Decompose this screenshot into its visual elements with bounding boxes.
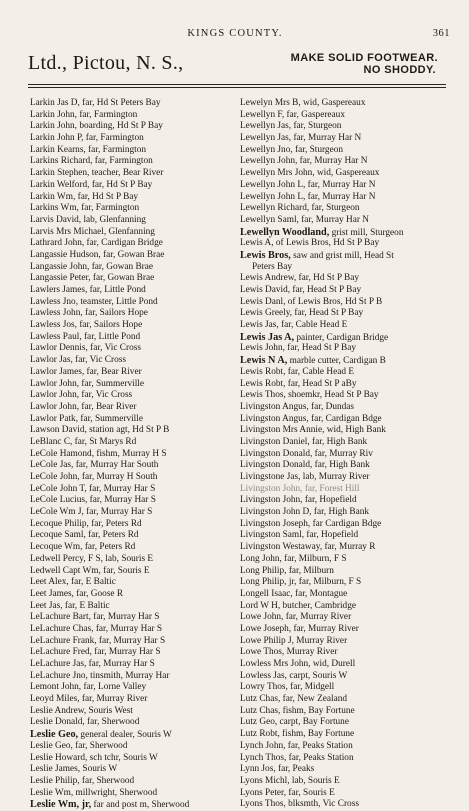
directory-entry [240,507,452,519]
directory-entry [30,285,240,297]
entry-text: Lecoque Philip, far, Peters Rd [30,518,142,529]
directory-entry [240,706,452,718]
entry-text: Leet Alex, far, E Baltic [30,577,116,588]
entry-text: LeBlanc C, far, St Marys Rd [30,436,137,447]
directory-entry [30,566,240,578]
directory-entry [30,414,240,426]
slogan-line-1: MAKE SOLID FOOTWEAR. [290,52,438,64]
directory-entry [30,425,240,437]
entry-text: Livingston John D, far, High Bank [240,507,369,518]
directory-entry [240,449,452,461]
entry-text: Leslie Wm, millwright, Sherwood [30,787,158,798]
banner-firm-text: Ltd., Pictou, N. S., [28,52,184,74]
entry-text: LeCole Hamond, fishm, Murray H S [30,448,167,459]
directory-entry [240,192,452,204]
directory-entry [30,542,240,554]
directory-entry [30,402,240,414]
header-rule [28,84,446,85]
directory-entry [240,577,452,589]
entry-text: Livingston Saml, far, Hopefield [240,530,359,541]
advertisement-banner [28,52,446,86]
entry-text: Lynch Thos, far, Peaks Station [240,752,354,763]
directory-entry [240,694,452,706]
entry-text: LeCole John T, far, Murray Har S [30,483,156,494]
directory-entry [240,671,452,683]
directory-entry [30,355,240,367]
directory-entry [240,519,452,531]
directory-entry [240,717,452,729]
directory-entry [240,262,452,274]
entry-text: Larkin Wm, far, Hd St P Bay [30,191,139,202]
directory-entry [240,379,452,391]
entry-text: Livingston Donald, far, High Bank [240,460,370,471]
entry-text: Lawless Jno, teamster, Little Pond [30,296,158,307]
directory-entry [30,460,240,472]
entry-text: Livingston Donald, far, Murray Riv [240,448,373,459]
directory-entry [30,636,240,648]
entry-text: marble cutter, Cardigan B [287,356,386,367]
entry-text: LeLachure Jno, tinsmith, Murray Har [30,670,170,681]
directory-entry [240,273,452,285]
directory-entry [30,192,240,204]
directory-entry [240,343,452,355]
directory-entry [240,355,452,367]
entry-text: Lutz Robt, fishm, Bay Fortune [240,729,355,740]
entry-text: Livingston Angus, far, Cardigan Bdge [240,413,382,424]
directory-entry [240,484,452,496]
directory-entry [240,554,452,566]
directory-entry [30,379,240,391]
entry-business-name: Lewellyn Woodland, [240,226,330,238]
directory-entry [30,320,240,332]
directory-entry [30,367,240,379]
entry-text: Lawlor John, far, Vic Cross [30,390,133,401]
entry-text: LeLachure Jas, far, Murray Har S [30,659,155,669]
entry-text: Lawlor John, far, Summerville [30,378,145,389]
directory-entry [240,332,452,344]
header-rule-double [28,87,446,88]
directory-entry [240,472,452,484]
directory-entry [30,589,240,601]
entry-text: Lawless Jos, far, Sailors Hope [30,320,143,331]
directory-entry [30,343,240,355]
directory-entry [30,507,240,519]
directory-entry [240,788,452,800]
entry-text: Lawlor Patk, far, Summerville [30,413,143,424]
entry-text: Larkin John P, far, Farmington [30,133,144,144]
entry-text: LeCole Lucius, far, Murray Har S [30,495,156,506]
directory-entry [30,297,240,309]
entry-text: Lewis Jas, far, Cable Head E [240,320,348,331]
entry-text: Lynn Jos, far, Peaks [240,764,315,775]
entry-text: Larkin John, boarding, Hd St P Bay [30,121,163,132]
entry-text: Leslie Howard, sch tchr, Souris W [30,752,158,763]
entry-text: Larkins Wm, far, Farmington [30,203,140,214]
page-title: KINGS COUNTY. [187,28,283,39]
directory-entry [240,764,452,776]
directory-entry [30,624,240,636]
entry-text: Langassie Peter, far, Gowan Brae [30,273,155,284]
entry-text: Peters Bay [252,261,293,272]
slogan-line-2: NO SHODDY. [363,64,436,76]
entry-text: painter, Cardigan Bridge [294,332,389,343]
entry-text: Livingston Joseph, far Cardigan Bdge [240,518,382,529]
directory-entry [240,530,452,542]
directory-entry [30,764,240,776]
entry-text: Lawlor James, far, Bear River [30,366,142,377]
entry-text: Livingston John, far, Hopefield [240,495,357,506]
entry-business-name: Lewis N A, [240,355,288,367]
directory-entry [240,682,452,694]
directory-entry [240,367,452,379]
entry-text: Lewis John, far, Head St P Bay [240,343,356,354]
page-number: 361 [432,28,450,39]
directory-entry [240,121,452,133]
directory-entry [30,577,240,589]
directory-entry [240,390,452,402]
directory-entry [30,110,240,122]
directory-entry [240,799,452,811]
directory-entry [240,250,452,262]
directory-entry [240,659,452,671]
directory-entry [240,215,452,227]
entry-text: Leslie Andrew, Souris West [30,705,133,716]
entry-text: Leoyd Miles, far, Murray River [30,694,148,705]
entry-text: Lewis Greely, far, Head St P Bay [240,308,364,319]
directory-entry [240,460,452,472]
directory-entry [30,601,240,613]
entry-business-name: Lewis Bros, [240,249,291,261]
entry-text: Larkin Stephen, teacher, Bear River [30,168,164,179]
directory-entry [240,753,452,765]
entry-text: Lecoque Saml, far, Peters Rd [30,530,139,541]
directory-entry [30,659,240,671]
directory-entry [240,542,452,554]
directory-entry [240,402,452,414]
entry-text: Lewellyn Jno, far, Sturgeon [240,144,343,155]
entry-text: Long John, far, Milburn, F S [240,553,347,564]
entry-text: Lecoque Wm, far, Peters Rd [30,542,136,553]
directory-entry [240,612,452,624]
entry-text: Lewellyn Jas, far, Murray Har N [240,133,362,144]
directory-entry [240,425,452,437]
entry-text: Lewellyn Richard, far, Sturgeon [240,203,360,214]
entry-text: Lowe Joseph, far, Murray River [240,623,359,634]
entry-text: Leslie Philip, far, Sherwood [30,775,135,786]
entry-text: Lewellyn John, far, Murray Har N [240,156,368,167]
entry-text: Lewellyn Jas, far, Sturgeon [240,121,342,132]
directory-entry [30,215,240,227]
entry-text: Lowe John, far, Murray River [240,612,352,623]
entry-text: Livingston Angus, far, Dundas [240,401,355,412]
directory-entry [30,647,240,659]
entry-text: Lawless John, far, Sailors Hope [30,308,148,319]
entry-text: Langassie Hudson, far, Gowan Brae [30,249,165,260]
entry-text: Larkin John, far, Farmington [30,109,138,120]
entry-text: Leet James, far, Goose R [30,588,124,599]
directory-entry [240,601,452,613]
entry-text: Leslie Geo, far, Sherwood [30,740,128,751]
directory-entry [30,250,240,262]
entry-text: Lyons Peter, far, Souris E [240,787,335,798]
entry-text: Larkin Welford, far, Hd St P Bay [30,179,153,190]
directory-entry [240,297,452,309]
entry-text: Lewis A, of Lewis Bros, Hd St P Bay [240,238,380,249]
entry-text: Lewis Robt, far, Cable Head E [240,366,354,377]
entry-text: Lowe Philip J, Murray River [240,635,348,646]
entry-text: Lawlor John, far, Bear River [30,401,137,412]
directory-entry [240,133,452,145]
entry-text: LeCole John, far, Murray H South [30,472,158,482]
directory-entry [240,320,452,332]
directory-entry [30,519,240,531]
entry-text: Lemont John, far, Lorne Valley [30,682,147,693]
directory-entry [240,741,452,753]
directory-entry [30,145,240,157]
directory-entry [30,530,240,542]
entry-text: LeCole Wm J, far, Murray Har S [30,507,153,518]
entry-text: Lowe Thos, Murray River [240,647,338,658]
directory-entry [240,647,452,659]
entry-text: Lewis David, far, Head St P Bay [240,285,362,295]
directory-entry [240,145,452,157]
entry-text: LeLachure Chas, far, Murray Har S [30,623,163,634]
directory-entry [240,776,452,788]
entry-text: Lutz Chas, far, New Zealand [240,694,348,705]
entry-text: Larvis Mrs Michael, Glenfanning [30,226,155,237]
entry-text: Lord W H, butcher, Cambridge [240,600,356,611]
directory-entry [30,133,240,145]
directory-entry [30,472,240,484]
entry-text: LeLachure Frank, far, Murray Har S [30,635,166,646]
directory-entry [240,636,452,648]
entry-text: Larkins Richard, far, Farmington [30,156,153,167]
entry-text: Lyons Michl, lab, Souris E [240,775,340,786]
directory-entry [30,227,240,239]
entry-text: Lutz Geo, carpt, Bay Fortune [240,717,349,728]
entry-text: Lowless Jas, carpt, Souris W [240,670,348,681]
entry-text: Lewelyn Mrs B, wid, Gaspereaux [240,98,366,108]
entry-text: Lewis Danl, of Lewis Bros, Hd St P B [240,296,383,307]
directory-entry [240,589,452,601]
entry-text: saw and grist mill, Head St [290,250,394,261]
directory-entry [30,741,240,753]
entry-text: Ledwell Capt Wm, far, Souris E [30,565,150,576]
directory-entry [30,717,240,729]
entry-text: Lawson David, station agt, Hd St P B [30,425,170,436]
entry-text: Lathrard John, far, Cardigan Bridge [30,238,163,249]
directory-entry [240,238,452,250]
directory-entry [30,180,240,192]
entry-text: Livingston Daniel, far, High Bank [240,436,368,447]
directory-entry [240,437,452,449]
entry-text: far and post m, Sherwood [91,800,190,811]
entry-text: Long Philip, far, Milburn [240,565,334,576]
entry-text: grist mill, Sturgeon [329,227,404,238]
directory-entry [30,694,240,706]
directory-entry [240,168,452,180]
directory-entry [240,227,452,239]
entry-text: Lewellyn John L, far, Murray Har N [240,179,376,190]
entry-text: LeLachure Bart, far, Murray Har S [30,612,160,623]
directory-entry [30,262,240,274]
directory-entry [30,121,240,133]
entry-text: Leet Jas, far, E Baltic [30,600,110,611]
directory-column-left [30,98,240,811]
entry-text: Leslie James, Souris W [30,764,118,775]
directory-entry [240,495,452,507]
directory-entry [30,671,240,683]
entry-text: LeLachure Fred, far, Murray Har S [30,647,161,658]
directory-entry [240,180,452,192]
directory-entry [30,98,240,110]
entry-text: Ledwell Percy, F S, lab, Souris E [30,553,154,564]
directory-entry [30,484,240,496]
directory-entry [30,203,240,215]
directory-entry [30,554,240,566]
directory-entry [30,449,240,461]
directory-entry [30,612,240,624]
directory-entry [30,682,240,694]
directory-entry [30,437,240,449]
entry-text: Lawless Paul, far, Little Pond [30,331,141,342]
banner-slogan [291,52,438,76]
directory-entry [240,98,452,110]
entry-text: Lewis Thos, shoemkr, Head St P Bay [240,390,379,401]
entry-text: Longell Isaac, far, Montague [240,588,348,599]
directory-entry [240,624,452,636]
running-head [20,28,450,42]
directory-entry [240,203,452,215]
directory-entry [240,308,452,320]
directory-entry [30,390,240,402]
entry-text: general dealer, Souris W [78,730,172,741]
entry-business-name: Lewis Jas A, [240,331,295,343]
entry-text: Lewellyn Saml, far, Murray Har N [240,214,369,225]
directory-entry [30,156,240,168]
entry-text: Langassie John, far, Gowan Brae [30,261,154,272]
directory-column-right [240,98,452,811]
directory-entry [30,753,240,765]
directory-entry [240,566,452,578]
entry-text: Lewellyn John L, far, Murray Har N [240,191,376,202]
entry-text: Lynch John, far, Peaks Station [240,740,353,751]
entry-text: Lowry Thos, far, Midgell [240,682,335,693]
directory-entry [30,729,240,741]
entry-business-name: Leslie Geo, [30,729,79,741]
entry-text: Lawlers James, far, Little Pond [30,285,146,295]
directory-entry [30,776,240,788]
entry-text: Lowless Mrs John, wid, Durell [240,659,356,669]
directory-entry [30,495,240,507]
entry-text: Lyons Thos, blksmth, Vic Cross [240,799,359,810]
directory-entry [240,285,452,297]
directory-entry [240,414,452,426]
directory-entry [240,729,452,741]
entry-text: Larkin Jas D, far, Hd St Peters Bay [30,98,161,108]
entry-text: Livingston Mrs Annie, wid, High Bank [240,425,386,436]
directory-entry [30,799,240,811]
entry-text: Livingstone Jas, lab, Murray River [240,472,370,482]
directory-entry [30,788,240,800]
directory-entry [240,110,452,122]
directory-entry [30,238,240,250]
directory-entry [30,308,240,320]
directory-entry [30,273,240,285]
directory-entry [240,156,452,168]
entry-text: Larkin Kearns, far, Farmington [30,144,147,155]
entry-text: Lewellyn F, far, Gaspereaux [240,109,345,120]
entry-text: Larvis David, lab, Glenfanning [30,214,146,225]
entry-text: Long Philip, jr, far, Milburn, F S [240,577,362,588]
entry-text: Livingston Westaway, far, Murray R [240,542,376,553]
entry-text: Lawlor Jas, far, Vic Cross [30,355,126,366]
entry-text: Lewis Robt, far, Head St P aBy [240,378,357,389]
entry-text: Lewis Andrew, far, Hd St P Bay [240,273,360,284]
directory-entry [30,332,240,344]
directory-entry [30,168,240,180]
entry-text: Leslie Donald, far, Sherwood [30,717,140,728]
entry-text: LeCole Jas, far, Murray Har South [30,460,159,471]
entry-text: Lawlor Dennis, far, Vic Cross [30,343,141,354]
entry-text: Lutz Chas, fishm, Bay Fortune [240,705,355,716]
entry-text: Lewellyn Mrs John, wid, Gaspereaux [240,168,380,179]
directory-entry [30,706,240,718]
entry-business-name: Leslie Wm, jr, [30,799,92,811]
entry-text: Livingston John, far, Forest Hill [240,483,360,494]
